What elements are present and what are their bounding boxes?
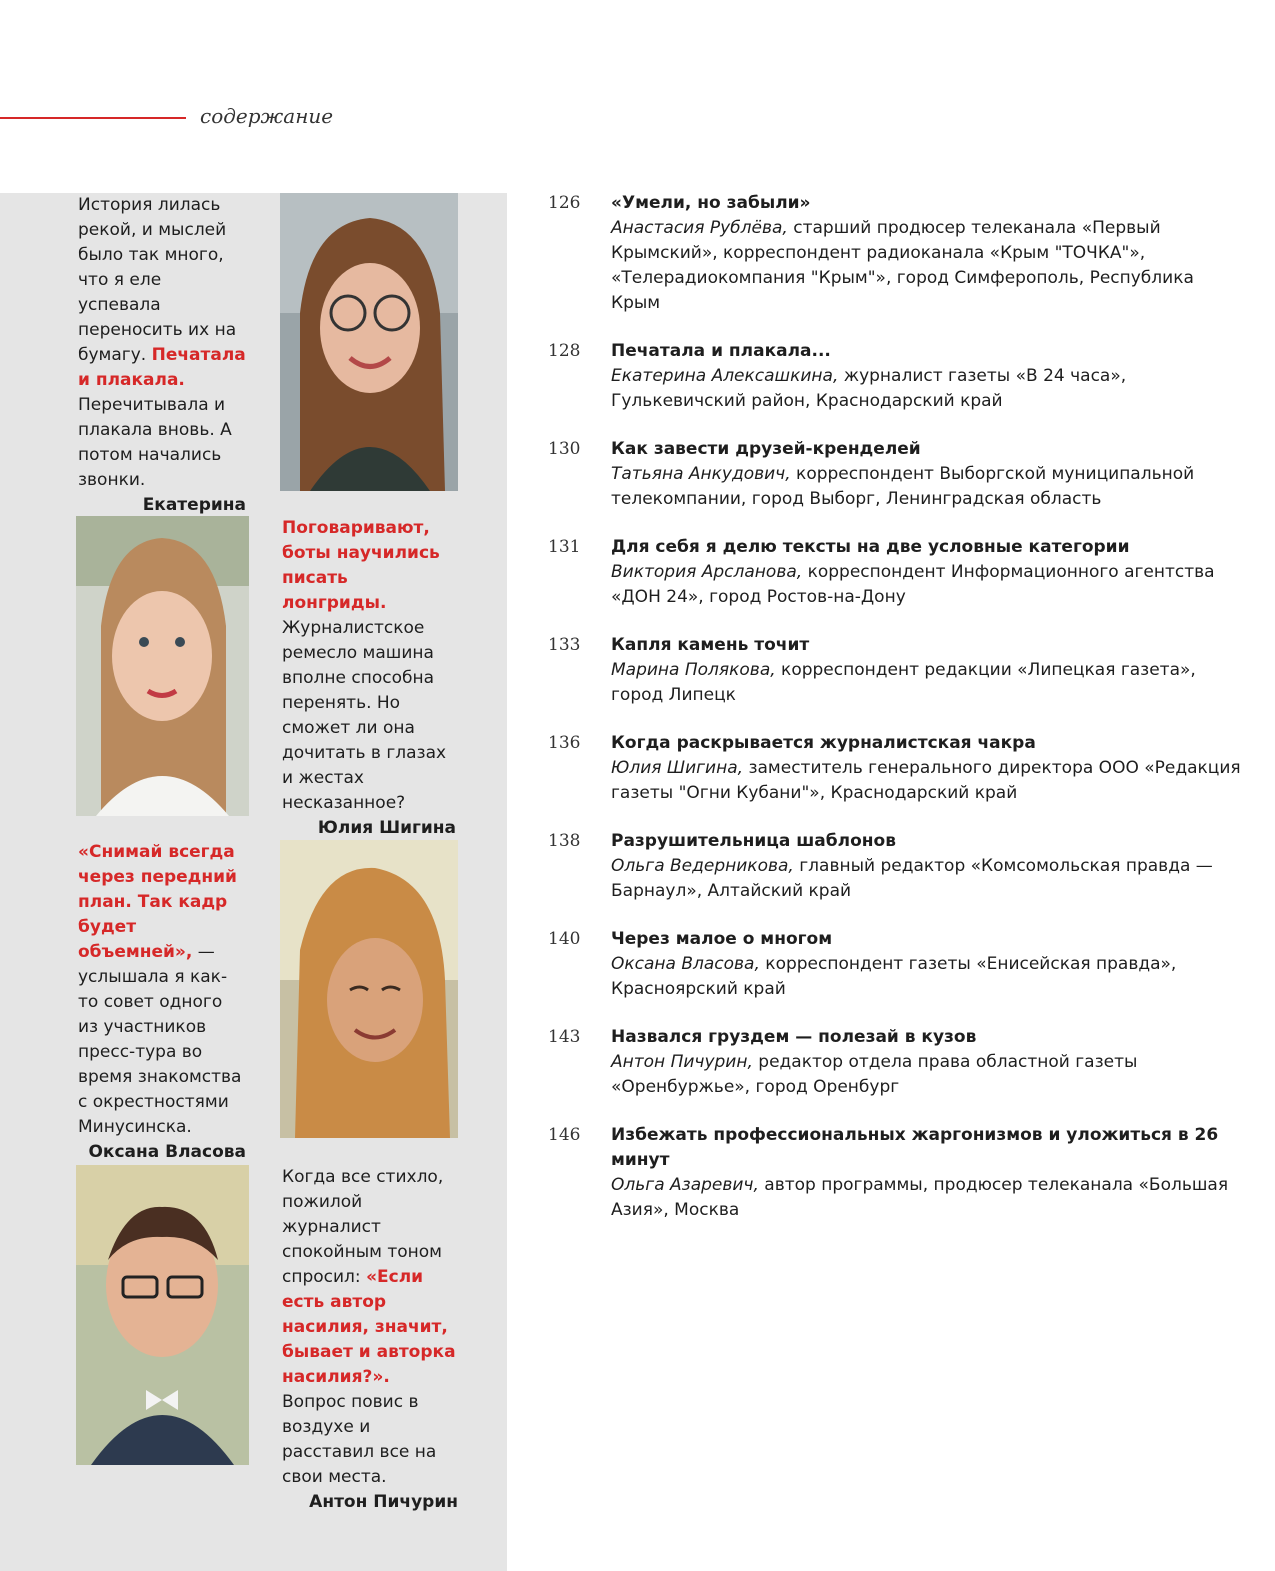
toc-page-number: 140: [548, 929, 581, 949]
table-of-contents: [548, 191, 1248, 1246]
toc-page-number: 143: [548, 1027, 581, 1047]
quote-text: История лилась рекой, и мыслей было так много, что я еле успевала переносить их на бумагу.: [78, 195, 237, 365]
toc-entry[interactable]: [548, 829, 1248, 904]
toc-entry[interactable]: [548, 437, 1248, 512]
quote-text: Вопрос повис в воздухе и расставил все на свои места.: [282, 1392, 437, 1487]
quote-author: Юлия Шигина: [317, 818, 456, 838]
quote-text: Журналистское ремесло машина вполне способна перенять. Но сможет ли она дочитать в глазах и жестах несказанное?: [282, 618, 447, 813]
toc-page-number: 138: [548, 831, 581, 851]
toc-page-number: 126: [548, 193, 581, 213]
toc-title: Избежать профессиональных жаргонизмов и уложиться в 26 минут: [611, 1125, 1219, 1170]
toc-author: Ольга Азаревич,: [611, 1175, 759, 1195]
quote-block-1: [78, 193, 246, 515]
toc-page-number: 130: [548, 439, 581, 459]
toc-description: редактор отдела права областной газеты «Оренбуржье», город Оренбург: [611, 1052, 1138, 1097]
toc-description: журналист газеты «В 24 часа», Гулькевичский район, Краснодарский край: [611, 366, 1127, 411]
toc-description: корреспондент Выборгской муниципальной телекомпании, город Выборг, Ленинградская область: [611, 464, 1195, 509]
toc-page-number: 136: [548, 733, 581, 753]
toc-entry[interactable]: [548, 191, 1248, 316]
toc-description: главный редактор «Комсомольская правда — Барнаул», Алтайский край: [611, 856, 1213, 901]
toc-entry[interactable]: [548, 633, 1248, 708]
toc-description: автор программы, продюсер телеканала «Большая Азия», Москва: [611, 1175, 1229, 1220]
header-rule: [0, 117, 186, 119]
toc-title: Когда раскрывается журналистская чакра: [611, 733, 1036, 753]
toc-entry[interactable]: [548, 339, 1248, 414]
toc-author: Антон Пичурин,: [611, 1052, 753, 1072]
toc-entry[interactable]: [548, 1025, 1248, 1100]
toc-author: Ольга Ведерникова,: [611, 856, 794, 876]
toc-page-number: 133: [548, 635, 581, 655]
toc-title: «Умели, но забыли»: [611, 193, 811, 213]
toc-page-number: 128: [548, 341, 581, 361]
quote-author: Екатерина: [142, 495, 246, 515]
toc-page-number: 146: [548, 1125, 581, 1145]
quote-block-3: [78, 840, 246, 1162]
toc-description: корреспондент Информационного агентства «ДОН 24», город Ростов-на-Дону: [611, 562, 1215, 607]
toc-title: Разрушительница шаблонов: [611, 831, 896, 851]
quote-highlight: «Снимай всегда через передний план. Так кадр будет объемней»,: [78, 842, 237, 962]
quote-block-2: [282, 516, 456, 838]
toc-description: корреспондент газеты «Енисейская правда», Красноярский край: [611, 954, 1177, 999]
toc-entry[interactable]: [548, 731, 1248, 806]
quote-highlight: «Если есть автор насилия, значит, бывает и авторка насилия?».: [282, 1267, 456, 1387]
toc-description: корреспондент редакции «Липецкая газета», город Липецк: [611, 660, 1196, 705]
quote-text: — услышала я как-то совет одного из участников пресс-тура во время знакомства с окрестностями Минусинска.: [78, 942, 242, 1137]
quote-highlight: Поговаривают, боты научились писать лонгриды.: [282, 518, 440, 613]
toc-author: Екатерина Алексашкина,: [611, 366, 839, 386]
toc-entry[interactable]: [548, 1123, 1248, 1223]
toc-title: Для себя я делю тексты на две условные категории: [611, 537, 1130, 557]
toc-author: Юлия Шигина,: [611, 758, 744, 778]
toc-title: Через малое о многом: [611, 929, 833, 949]
toc-entry[interactable]: [548, 927, 1248, 1002]
quote-highlight: Печатала и плакала.: [78, 345, 246, 390]
toc-author: Марина Полякова,: [611, 660, 776, 680]
author-photo: [76, 1165, 249, 1465]
toc-author: Виктория Арсланова,: [611, 562, 803, 582]
author-photo: [280, 840, 458, 1138]
quote-text: Когда все стихло, пожилой журналист спокойным тоном спросил:: [282, 1167, 444, 1287]
toc-title: Назвался груздем — полезай в кузов: [611, 1027, 977, 1047]
toc-page-number: 131: [548, 537, 581, 557]
toc-description: заместитель генерального директора ООО «Редакция газеты "Огни Кубани"», Краснодарский край: [611, 758, 1241, 803]
toc-author: Татьяна Анкудович,: [611, 464, 791, 484]
author-photo: [76, 516, 249, 816]
toc-entry[interactable]: [548, 535, 1248, 610]
toc-title: Как завести друзей-кренделей: [611, 439, 921, 459]
toc-description: старший продюсер телеканала «Первый Крымский», корреспондент радиоканала «Крым "ТОЧКА"», «Телерадиокомпания "Крым"», город Симферополь, Республика Крым: [611, 218, 1194, 313]
toc-author: Оксана Власова,: [611, 954, 760, 974]
author-photo: [280, 193, 458, 491]
quote-author: Оксана Власова: [88, 1142, 246, 1162]
toc-title: Печатала и плакала...: [611, 341, 831, 361]
toc-author: Анастасия Рублёва,: [611, 218, 788, 238]
quote-author: Антон Пичурин: [309, 1492, 458, 1512]
section-title: содержание: [200, 104, 334, 128]
toc-title: Капля камень точит: [611, 635, 810, 655]
quote-text: Перечитывала и плакала вновь. А потом начались звонки.: [78, 395, 232, 490]
quote-block-4: [282, 1165, 458, 1512]
